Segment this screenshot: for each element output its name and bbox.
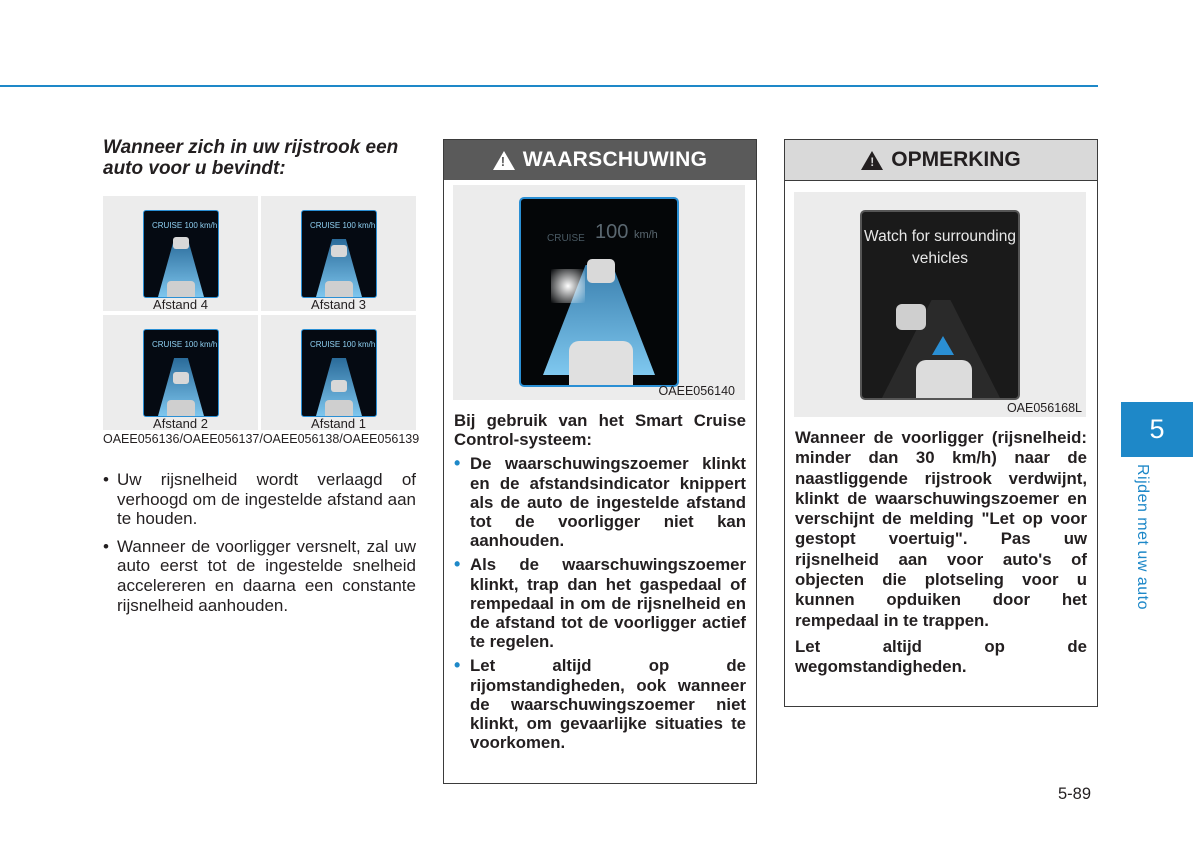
display-message: Watch for surrounding vehicles (864, 228, 1016, 267)
cluster-display (519, 197, 679, 387)
image-code: OAE056168L (1006, 401, 1082, 415)
thumbnail-label: Afstand 3 (311, 297, 366, 312)
list-item: • Let altijd op de rijomstandigheden, ook wanneer de waarschuwingszoemer niet klinkt, om gevaarlijke situaties te voorkomen. (454, 656, 746, 752)
cluster-display (143, 329, 219, 417)
list-item: • Wanneer de voorligger versnelt, zal uw auto eerst tot de ingestelde snelheid accelereren en daarna een constante rijsnelheid aanhouden. (103, 537, 416, 615)
image-code: OAEE056136/OAEE056137/OAEE056138/OAEE056139 (103, 432, 420, 446)
lead-car-icon (173, 372, 189, 384)
note-text (795, 428, 1087, 684)
warning-header (444, 140, 756, 180)
own-car-icon (569, 341, 633, 385)
warning-list (454, 454, 746, 752)
page-number: 5-89 (1058, 785, 1092, 803)
note-illustration (794, 192, 1086, 417)
note-box (784, 139, 1098, 707)
section-heading: Wanneer zich in uw rijstrook een auto voor u bevindt: (103, 137, 399, 179)
list-item: • Uw rijsnelheid wordt verlaagd of verhoogd om de ingestelde afstand aan te houden. (103, 470, 416, 529)
list-item: • Als de waarschuwingszoemer klinkt, trap dan het gaspedaal of rempedaal in om de rijsnelheid en de afstand tot de voorligger actief te regelen. (454, 555, 746, 651)
thumbnail-distance-1 (261, 315, 416, 430)
cruise-label: CRUISE (547, 233, 585, 244)
thumbnail-distance-4 (103, 196, 258, 311)
own-car-icon (325, 400, 353, 416)
speed-readout: CRUISE 100 km/h (310, 221, 376, 230)
note-title: OPMERKING (891, 148, 1021, 171)
speed-readout: CRUISE 100 km/h (152, 340, 218, 349)
alert-icon (932, 336, 954, 355)
thumbnail-label: Afstand 1 (311, 416, 366, 431)
speed-readout: CRUISE 100 km/h (152, 221, 218, 230)
cluster-display (860, 210, 1020, 400)
own-car-icon (325, 281, 353, 297)
note-paragraph: Wanneer de voorligger (rijsnelheid: minder dan 30 km/h) naar de naastliggende rijstrook verdwijnt, klinkt de waarschuwingszoemer en verschijnt de melding "Let op voor gestopt voertuig". Pas uw rijsnelheid aan voor auto's of objecten die plotseling voor u kunnen opduiken door het rempedaal in te trappen. (795, 428, 1087, 630)
warning-box (443, 139, 757, 784)
caution-icon (861, 151, 883, 170)
speed-unit: km/h (633, 229, 658, 241)
cluster-display (301, 329, 377, 417)
cluster-display (301, 210, 377, 298)
stopped-car-icon (896, 304, 926, 330)
thumbnail-label: Afstand 2 (153, 416, 208, 431)
speed-value: 100 (595, 221, 629, 243)
note-header (785, 140, 1097, 181)
lead-car-icon (173, 237, 189, 249)
note-paragraph: Let altijd op de wegomstandigheden. (795, 636, 1087, 677)
cluster-display (143, 210, 219, 298)
flash-effect (551, 269, 585, 303)
lead-car-icon (587, 259, 615, 283)
own-car-icon (916, 360, 972, 398)
chapter-title: Rijden met uw auto (1134, 464, 1151, 610)
image-code: OAEE056140 (658, 384, 735, 398)
warning-text (454, 411, 746, 757)
chapter-tab: 5 (1121, 402, 1193, 457)
warning-intro: Bij gebruik van het Smart Cruise Control-systeem: (454, 411, 746, 450)
warning-icon (493, 151, 515, 170)
own-car-icon (167, 400, 195, 416)
warning-title: WAARSCHUWING (522, 148, 708, 171)
speed-readout (595, 221, 658, 244)
thumbnail-distance-2 (103, 315, 258, 430)
distance-thumbnails (103, 196, 416, 432)
bullet-list (103, 470, 416, 623)
speed-readout: CRUISE 100 km/h (310, 340, 376, 349)
thumbnail-distance-3 (261, 196, 416, 311)
header-rule (0, 85, 1098, 87)
own-car-icon (167, 281, 195, 297)
list-item: • De waarschuwingszoemer klinkt en de afstandsindicator knippert als de auto de ingestelde afstand tot de voorligger niet kan aanhouden. (454, 454, 746, 550)
warning-illustration (453, 185, 745, 400)
thumbnail-label: Afstand 4 (153, 297, 208, 312)
lead-car-icon (331, 380, 347, 392)
lead-car-icon (331, 245, 347, 257)
